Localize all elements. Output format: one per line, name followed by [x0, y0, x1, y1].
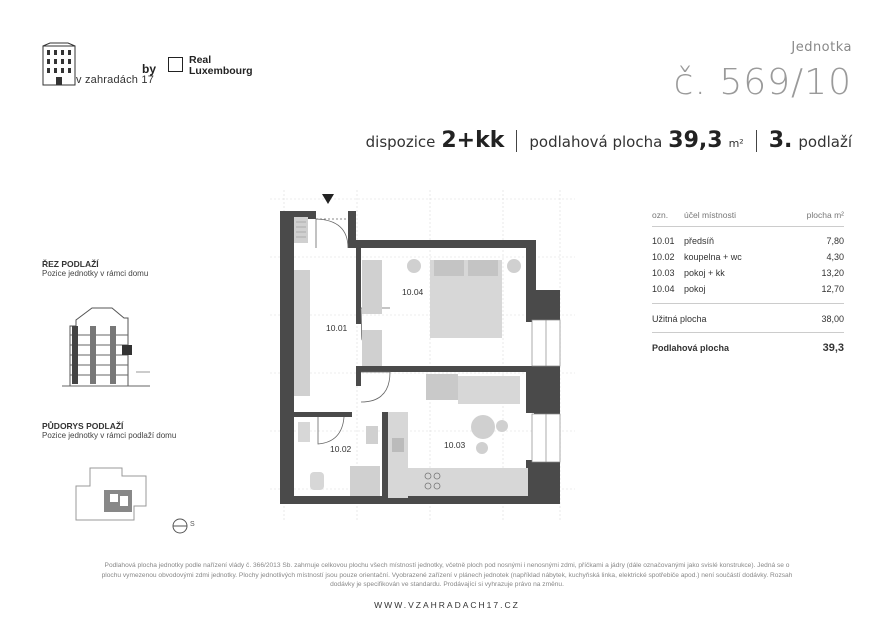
rooms-table [652, 210, 844, 357]
room-code: 10.04 [652, 284, 675, 294]
shower [350, 466, 380, 496]
floor-plan [270, 190, 575, 520]
floor-label: podlaží [798, 133, 852, 151]
separator [516, 130, 517, 152]
partner-logo-icon [168, 57, 183, 72]
room-label-1003: 10.03 [444, 440, 466, 450]
compass-icon [170, 516, 200, 536]
toilet [310, 472, 324, 490]
room-name: koupelna + wc [684, 252, 742, 262]
disclaimer-line-2: plochu vymezenou obvodovými zdmi jednotky. Plochy jednotlivých místností jsou pouze orientační. Vyobrazené zařízení v plánech jednotek (například nábytek, kuchyňská linka, elektrické spotřebiče apod.) není součástí dodávky. Rozsah [101, 571, 793, 579]
room-area: 7,80 [826, 236, 844, 246]
unit-number: č. 569/10 [673, 62, 852, 103]
room-code: 10.03 [652, 268, 675, 278]
room-area: 4,30 [826, 252, 844, 262]
disposition-value: 2+kk [441, 128, 505, 153]
table-row [652, 281, 844, 297]
disclaimer-line-1: Podlahová plocha jednotky podle nařízení vlády č. 366/2013 Sb. zahrnuje celkovou plochu všech místností jednotky, včetně ploch pod nosnými i nenosnými zdmi, příčkami a jádry (dále označovanými jako svislé konstrukce). Jedná se o [104, 562, 790, 569]
building-logo-icon [42, 42, 76, 86]
disposition-label: dispozice [365, 133, 436, 151]
usable-area-label: Užitná plocha [652, 314, 707, 324]
room-name: pokoj [684, 284, 706, 294]
floor-area-value: 39,3 [822, 342, 844, 354]
floor-area-row [652, 332, 844, 357]
table-row [652, 233, 844, 249]
area-label: podlahová plocha [529, 133, 663, 151]
room-name: předsíň [684, 236, 715, 246]
room-label-1001: 10.01 [326, 323, 348, 333]
floor-value: 3. [768, 128, 793, 153]
col-code: ozn. [652, 210, 669, 220]
unit-summary [366, 128, 852, 153]
section-plan-subtitle: Pozice jednotky v rámci domu [42, 269, 149, 278]
partner-line-2: Luxembourg [189, 65, 253, 77]
compass-label: S [190, 521, 195, 528]
disclaimer-line-3: dodávky je specifikován ve standardu. Prodávající si vyhrazuje právo na změnu. [330, 581, 564, 588]
partner-logo-text [189, 55, 253, 77]
sofa [458, 376, 520, 404]
area-unit: m² [728, 137, 744, 150]
unit-label: Jednotka [791, 40, 852, 55]
table-row [652, 249, 844, 265]
floor-area-label: Podlahová plocha [652, 343, 730, 353]
area-value: 39,3 [668, 128, 723, 153]
usable-area-row [652, 303, 844, 328]
floor-plan-thumb-title: PŮDORYS PODLAŽÍ [42, 421, 124, 431]
separator [756, 130, 757, 152]
room-code: 10.02 [652, 252, 675, 262]
col-purpose: účel místnosti [684, 210, 736, 220]
usable-area-value: 38,00 [821, 314, 844, 324]
sink [366, 426, 378, 444]
floor-plan-thumb-icon [70, 462, 154, 524]
room-code: 10.01 [652, 236, 675, 246]
project-logo-text: v zahradách 17 [76, 74, 155, 86]
room-name: pokoj + kk [684, 268, 725, 278]
by-label: by [142, 62, 157, 76]
room-area: 13,20 [821, 268, 844, 278]
room-label-1002: 10.02 [330, 444, 352, 454]
website-link[interactable]: WWW.VZAHRADACH17.CZ [374, 600, 520, 610]
kitchen-unit [388, 468, 528, 496]
partner-line-1: Real [189, 54, 212, 66]
col-area: plocha m² [806, 210, 844, 220]
floor-plan-thumb-subtitle: Pozice jednotky v rámci podlaží domu [42, 431, 177, 440]
floor-plan-thumb-block [42, 421, 176, 440]
section-plan-block [42, 259, 148, 278]
table-header [652, 210, 844, 227]
room-label-1004: 10.04 [402, 287, 424, 297]
section-plan-title: ŘEZ PODLAŽÍ [42, 259, 99, 269]
table-row [652, 265, 844, 281]
footer-disclaimer [42, 561, 852, 590]
building-section-icon [62, 300, 152, 388]
table [471, 415, 495, 439]
room-area: 12,70 [821, 284, 844, 294]
